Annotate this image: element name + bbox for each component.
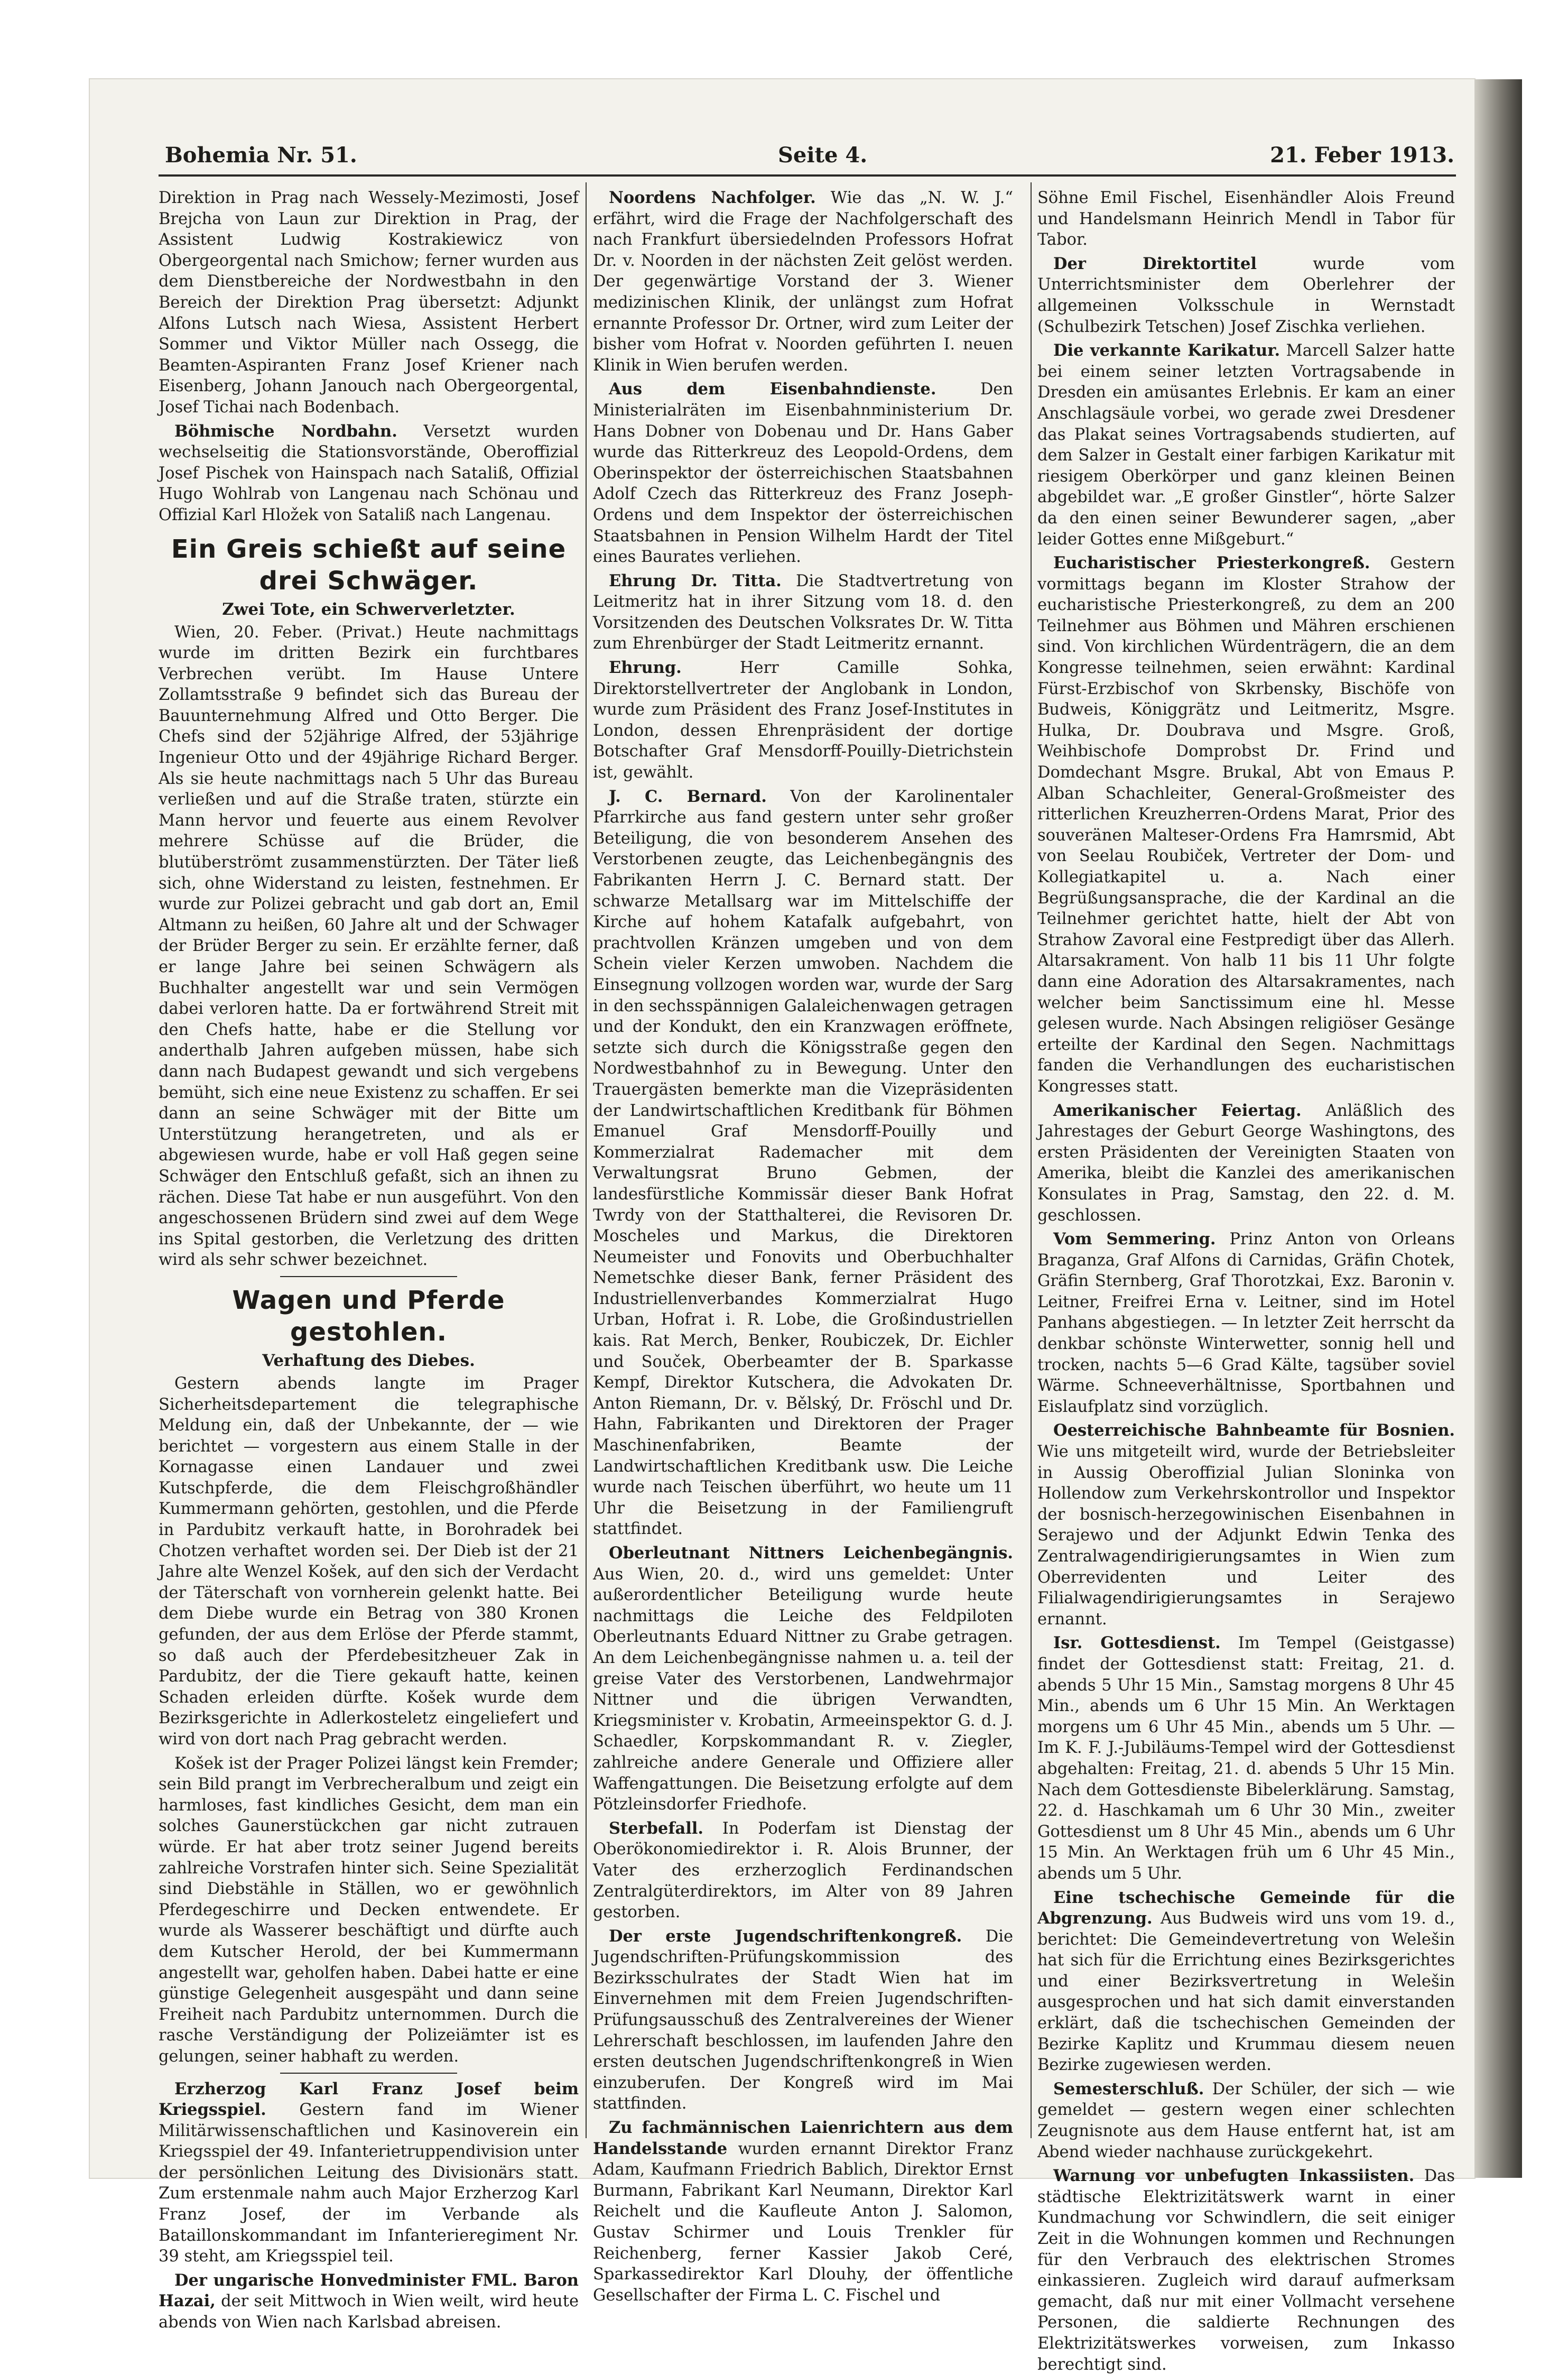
article: [1037, 553, 1455, 1097]
article: [159, 2079, 579, 2267]
article-text: wurden ernannt Direktor Franz Adam, Kaufmann Friedrich Bablich, Direktor Ernst Burmann, Fabrikant Karl Neumann, Direktor Karl Reichelt und die Kaufleute Anton J. Salomon, Gustav Schirmer und Louis Trenkler für Reichenberg, ferner Kassier Jakob Ceré, Sparkassedirektor Karl Dlouhy, der öffentliche Gesellschafter der Firma L. C. Fischel und: [593, 2139, 1013, 2305]
article-text: Gestern abends langte im Prager Sicherheitsdepartement die telegraphische Meldung ein, daß der Unbekannte, der — wie berichtet — vorgestern aus einem Stalle in der Kornagasse einen Landauer und zwei Kutschpferde, die dem Fleischgroßhändler Kummermann gehörten, gestohlen, und die Pferde in Pardubitz verkauft hatte, in Borohradek bei Chotzen verhaftet worden sei. Der Dieb ist der 21 Jahre alte Wenzel Košek, auf den sich der Verdacht der Täterschaft von vornherein gelenkt hatte. Bei dem Diebe wurde ein Betrag von 380 Kronen gefunden, der aus dem Erlöse der Pferde stammt, so daß auch der Pferdebesitzheuer Zak in Pardubitz, der die Tiere gekauft hatte, keinen Schaden erleiden dürfte. Košek wurde dem Bezirksgerichte in Adlerkosteletz eingeliefert und wird von dort nach Prag gebracht werden.: [159, 1374, 579, 1749]
article: [593, 188, 1013, 376]
article-text: wurde vom Unterrichtsminister dem Oberlehrer der allgemeinen Volksschule in Wernstadt (Schulbezirk Tetschen) Josef Zischka verliehen.: [1037, 254, 1455, 336]
article: [1037, 1888, 1455, 2076]
article-text: Der Schüler, der sich — wie gemeldet — gestern wegen einer schlechten Zeugnisnote aus dem Hause entfernt hat, ist am Abend wieder nachhause zurückgekehrt.: [1037, 2080, 1455, 2161]
article-heading: Oesterreichische Bahnbeamte für Bosnien.: [1053, 1421, 1455, 1440]
column-3: [1037, 188, 1455, 2374]
article-text: Marcell Salzer hatte bei einem seiner letzten Vortragsabende in Dresden ein amüsantes Erlebnis. Er kam an einer Anschlagsäule vorbei, wo gerade zwei Dresdener das Plakat seines Vortragsabends studierten, auf dem Salzer in Gestalt einer farbigen Karikatur mit riesigem Oberkörper und ganz kleinen Beinen abgebildet war. „E großer Ginstler“, hörte Salzer da den einen seiner Bewunderer sagen, „aber leider Gottes enne Mißgeburt.“: [1037, 341, 1455, 549]
article-text: Prinz Anton von Orleans Braganza, Graf Alfons di Carnidas, Gräfin Chotek, Gräfin Sternberg, Graf Thorotzkai, Exz. Baronin v. Leitner, Freifrei Erna v. Leitner, sind im Hotel Panhans abgestiegen. — In letzter Zeit herrscht da denkbar schönste Winterwetter, sonnig hell und trocken, nachts 5—6 Grad Kälte, tagsüber soviel Wärme. Schneeverhältnisse, Sportbahnen und Eislaufplatz sind vorzüglich.: [1037, 1230, 1455, 1416]
article-heading: Eucharistischer Priesterkongreß.: [1053, 553, 1370, 573]
article: [1037, 254, 1455, 337]
article-heading: Sterbefall.: [609, 1818, 703, 1838]
article-text: Gestern fand im Wiener Militärwissenschaftlichen und Kasinoverein ein Kriegsspiel der 49. Infanterietruppendivision unter der persönlichen Leitung des Divisionärs statt. Zum erstenmale nahm auch Major Erzherzog Karl Franz Josef, der im Verbande als Bataillonskommandant im Infanterieregiment Nr. 39 steht, am Kriegsspiel teil.: [159, 2101, 579, 2266]
article-text: Direktion in Prag nach Wessely-Mezimosti, Josef Brejcha von Laun zur Direktion in Prag, der Assistent Ludwig Kostrakiewicz von Obergeorgental nach Smichow; ferner wurden aus dem Dienstbereiche der Nordwestbahn in den Bereich der Direktion Prag übersetzt: Adjunkt Alfons Lutsch nach Wiesa, Assistent Herbert Sommer und Viktor Müller nach Ossegg, die Beamten-Aspiranten Franz Josef Kriener nach Eisenberg, Johann Janouch nach Obergeorgental, Josef Tichai nach Bodenbach.: [159, 189, 579, 417]
subheadline: Zwei Tote, ein Schwerverletzter.: [222, 599, 515, 619]
article-text: Versetzt wurden wechselseitig die Stationsvorstände, Oberoffizial Josef Pischek von Hainspach nach Sataliß, Offizial Hugo Wohlrab von Langenau nach Schönau und Offizial Karl Hložek von Sataliß nach Langenau.: [159, 422, 579, 524]
article-heading: Aus dem Eisenbahndienste.: [609, 380, 936, 399]
article: [1037, 2166, 1455, 2375]
article-text: Die Jugendschriften-Prüfungskommission des Bezirksschulrates der Stadt Wien hat im Einvernehmen mit dem Freien Jugendschriften-Prüfungsausschuß des Zentralvereines der Wiener Lehrerschaft beschlossen, im laufenden Jahre den ersten deutschen Jugendschriftenkongreß in Wien einzuberufen. Der Kongreß wird im Mai stattfinden.: [593, 1927, 1013, 2113]
article-text: Wie das „N. W. J.“ erfährt, wird die Frage der Nachfolgerschaft des nach Frankfurt übersiedelnden Professors Hofrat Dr. v. Noorden in der nächsten Zeit gelöst werden. Der gegenwärtige Vorstand der 3. Wiener medizinischen Klinik, der unlängst zum Hofrat ernannte Professor Dr. Ortner, wird zum Leiter der bisher vom Hofrat v. Noorden geführten I. neuen Klinik in Wien berufen werden.: [593, 189, 1013, 375]
header-page-number: Seite 4.: [778, 143, 868, 168]
article: [1037, 1633, 1455, 1884]
article: [593, 2118, 1013, 2306]
article-heading: Vom Semmering.: [1053, 1230, 1216, 1249]
headline: Ein Greis schießt auf seine drei Schwäger.: [171, 534, 567, 596]
article-heading: Eine tschechische Gemeinde für die Abgrenzung.: [1037, 1888, 1455, 1928]
article-text: Anläßlich des Jahrestages der Geburt George Washingtons, des ersten Präsidenten der Vereinigten Staaten von Amerika, bleibt die Kanzlei des amerikanischen Konsulates in Prag, Samstag, den 22. d. M. geschlossen.: [1037, 1101, 1455, 1225]
article-text: Aus Wien, 20. d., wird uns gemeldet: Unter außerordentlicher Beteiligung wurde heute nachmittags die Leiche des Feldpiloten Oberleutnants Eduard Nittner zu Grabe getragen. An dem Leichenbegängnisse nahmen u. a. teil der greise Vater des Verstorbenen, Landwehrmajor Nittner und die übrigen Verwandten, Kriegsminister v. Krobatin, Armeeinspektor G. d. J. Schaedler, Korpskommandant R. v. Ziegler, zahlreiche andere Generale und Offiziere aller Waffengattungen. Die Beisetzung erfolgte auf dem Pötzleinsdorfer Friedhofe.: [593, 1565, 1013, 1814]
subheadline: Verhaftung des Diebes.: [262, 1351, 475, 1370]
article-text: In Poderfam ist Dienstag der Oberökonomiedirektor i. R. Alois Brunner, der Vater des erzherzoglich Ferdinandschen Zentralgüterdirektors, im Alter von 89 Jahren gestorben.: [593, 1819, 1013, 1922]
header-rule: [159, 174, 1456, 177]
article: [593, 658, 1013, 783]
article-heading: Der Direktortitel: [1053, 254, 1257, 273]
article-heading: Amerikanischer Feiertag.: [1053, 1101, 1302, 1120]
article: [593, 379, 1013, 567]
article: [593, 1543, 1013, 1815]
article-heading: Ehrung Dr. Titta.: [609, 571, 782, 590]
article-text: Košek ist der Prager Polizei längst kein Fremder; sein Bild prangt im Verbrecheralbum und zeigt ein harmloses, fast kindliches Gesicht, dem man ein solches Gaunerstückchen gar nicht zutrauen würde. Er hat aber trotz seiner Jugend bereits zahlreiche Vorstrafen hinter sich. Seine Spezialität sind Diebstähle in Ställen, wo er gewöhnlich Pferdegeschirre und Decken entwendete. Er wurde als Wasserer beschäftigt und dürfte auch dem Kutscher Herold, der bei Kummermann angestellt war, geholfen haben. Dabei hatte er eine günstige Gelegenheit ausgespäht und dann seine Freiheit nach Pardubitz unternommen. Durch die rasche Verständigung der Polizeiämter ist es gelungen, seiner habhaft zu werden.: [159, 1754, 579, 2066]
header-date: 21. Feber 1913.: [1270, 143, 1454, 168]
article: [159, 421, 579, 526]
article-heading: Zu fachmännischen Laienrichtern aus dem Handelsstande: [593, 2118, 1013, 2158]
article-text: Wie uns mitgeteilt wird, wurde der Betriebsleiter in Aussig Oberoffizial Julian Sloninka von Hollendow zum Verkehrskontrollor und Inspektor der bosnisch-herzegowinischen Eisenbahnen in Serajewo und der Adjunkt Edwin Tenka des Zentralwagendirigierungsamtes in Wien zum Oberrevidenten und Leiter des Filialwagendirigierungsamtes in Serajewo ernannt.: [1037, 1443, 1455, 1629]
article: [1037, 1229, 1455, 1417]
article-heading: Der ungarische Honvedminister FML. Baron Hazai,: [159, 2270, 579, 2311]
article: [593, 1926, 1013, 2114]
article-text: Von der Karolinentaler Pfarrkirche aus fand gestern unter sehr großer Beteiligung, die von besonderem Ansehen des Verstorbenen zeugte, das Leichenbegängnis des Fabrikanten Herrn J. C. Bernard statt. Der schwarze Metallsarg war im Mittelschiffe der Kirche auf hohem Katafalk aufgebahrt, von prachtvollen Kränzen umgeben und von dem Schein vieler Kerzen umwoben. Nachdem die Einsegnung vollzogen worden war, wurde der Sarg in den sechsspännigen Galaleichenwagen getragen und der Kondukt, den ein Kranzwagen eröffnete, setzte sich durch die Königsstraße gegen den Nordwestbahnhof zu in Bewegung. Unter den Trauergästen bemerkte man die Vizepräsidenten der Landwirtschaftlichen Kreditbank für Böhmen Emanuel Graf Mensdorff-Pouilly und Kommerzialrat Rademacher mit dem Verwaltungsrat Bruno Gebmen, der landesfürstliche Kommissär dieser Bank Hofrat Twrdy von der Statthalterei, die Revisoren Dr. Moscheles und Markus, die Direktoren Neumeister und Fonovits und Oberbuchhalter Nemetschke dieser Bank, ferner Präsident des Industriellenverbandes Kommerzialrat Hugo Urban, Hofrat i. R. Lobe, die Großindustriellen kais. Rat Merch, Benker, Roubiczek, Dr. Eichler und Souček, Oberbeamter der B. Sparkasse Kempf, Direktor Kutschera, die Advokaten Dr. Anton Riemann, Dr. v. Bělský, Dr. Fröschl und Dr. Hahn, Fabrikanten und Direktoren der Prager Maschinenfabriken, Beamte der Landwirtschaftlichen Kreditbank usw. Die Leiche wurde nach Teischen überführt, wo heute um 11 Uhr die Beisetzung in der Familiengruft stattfindet.: [593, 787, 1014, 1539]
article-text: Söhne Emil Fischel, Eisenhändler Alois Freund und Handelsmann Heinrich Mendl in Tabor für Tabor.: [1037, 189, 1455, 249]
binding-edge: [1474, 79, 1522, 2178]
article-heading: Ehrung.: [609, 658, 682, 678]
article-text: Die Stadtvertretung von Leitmeritz hat in ihrer Sitzung vom 18. d. den Vorsitzenden des Deutschen Volksrates Dr. W. Titta zum Ehrenbürger der Stadt Leitmeritz ernannt.: [593, 571, 1013, 653]
article: [593, 571, 1013, 654]
article-heading: Die verkannte Karikatur.: [1053, 341, 1281, 361]
article-text: Den Ministerialräten im Eisenbahnministerium Dr. Hans Dobner von Dobenau und Dr. Hans Gaber wurde das Ritterkreuz des Leopold-Ordens, dem Oberinspektor der österreichischen Staatsbahnen Adolf Czech das Ritterkreuz des Franz Joseph-Ordens und dem Inspektor der österreichischen Staatsbahnen in Pension Wilhelm Hardt der Titel eines Baurates verliehen.: [593, 380, 1013, 567]
article-text: Das städtische Elektrizitätswerk warnt in einer Kundmachung vor Schwindlern, die seit einiger Zeit in die Wohnungen kommen und Rechnungen für den Verbrauch des elektrischen Stromes einkassieren. Zugleich wird darauf aufmerksam gemacht, daß nur mit einer Vollmacht versehene Personen, die saldierte Rechnungen des Elektrizitätswerkes vorweisen, zum Inkasso berechtigt sind.: [1037, 2167, 1455, 2374]
article: [1037, 2079, 1455, 2163]
article-heading: Der erste Jugendschriftenkongreß.: [609, 1926, 962, 1946]
article-heading: Noordens Nachfolger.: [609, 188, 816, 207]
article: [1037, 340, 1455, 550]
column-1: [159, 188, 579, 2332]
article-text: Herr Camille Sohka, Direktorstellvertreter der Anglobank in London, wurde zum Präsident des Franz Josef-Institutes in London, dessen Ehrenpräsident der dortige Botschafter Graf Mensdorff-Pouilly-Dietrichstein ist, gewählt.: [593, 659, 1013, 782]
article: [593, 787, 1013, 1540]
article-heading: J. C. Bernard.: [609, 787, 767, 806]
article-heading: Erzherzog Karl Franz Josef beim Kriegsspiel.: [159, 2079, 579, 2120]
article-text: Wien, 20. Feber. (Privat.) Heute nachmittags wurde im dritten Bezirk ein furchtbares Verbrechen verübt. Im Hause Untere Zollamtsstraße 9 befindet sich das Bureau der Bauunternehmung Alfred und Otto Berger. Die Chefs sind der 52jährige Alfred, der 53jährige Ingenieur Otto und der 49jährige Richard Berger. Als sie heute nachmittags nach 5 Uhr das Bureau verließen und auf die Straße traten, stürzte ein Mann hervor und feuerte aus einem Revolver mehrere Schüsse auf die Brüder, die blutüberströmt zusammenstürzten. Der Täter ließ sich, ohne Widerstand zu leisten, festnehmen. Er wurde zur Polizei gebracht und gab dort an, Emil Altmann zu heißen, 60 Jahre alt und der Schwager der Brüder Berger zu sein. Er erzählte ferner, daß er lange Jahre bei seinen Schwägern als Buchhalter angestellt war und sein Vermögen dabei verloren hatte. Da er fortwährend Streit mit den Chefs hatte, habe er die Stellung vor anderthalb Jahren aufgeben müssen, habe sich dann nach Budapest gewandt und sich vergebens bemüht, sich eine neue Existenz zu schaffen. Er sei dann an seine Schwäger mit der Bitte um Unterstützung herangetreten, und als er abgewiesen wurde, habe er voll Haß gegen seine Schwäger den Entschluß gefaßt, sich an ihnen zu rächen. Diese Tat habe er nun ausgeführt. Von den angeschossenen Brüdern sind zwei auf dem Wege ins Spital gestorben, die Verletzung des dritten wird als sehr schwer bezeichnet.: [159, 623, 579, 1270]
separator: [280, 2073, 457, 2074]
article-heading: Oberleutnant Nittners Leichenbegängnis.: [609, 1544, 1013, 1563]
separator: [280, 1276, 457, 1277]
header-issue: Bohemia Nr. 51.: [165, 143, 357, 168]
column-rule: [586, 182, 587, 2138]
article-text: der seit Mittwoch in Wien weilt, wird heute abends von Wien nach Karlsbad abreisen.: [159, 2292, 579, 2332]
article-heading: Böhmische Nordbahn.: [174, 421, 397, 441]
article-text: Im Tempel (Geistgasse) findet der Gottesdienst statt: Freitag, 21. d. abends 5 Uhr 15 Min., Samstag morgens 8 Uhr 45 Min., abends um 6 Uhr 15 Min. An Werktagen morgens um 6 Uhr 45 Min., abends um 5 Uhr. — Im K. F. J.-Jubiläums-Tempel wird der Gottesdienst abgehalten: Freitag, 21. d. abends 5 Uhr 15 Min. Nach dem Gottesdienste Bibelerklärung. Samstag, 22. d. Haschkamah um 6 Uhr 30 Min., zweiter Gottesdienst um 8 Uhr 45 Min., abends um 6 Uhr 15 Min. An Werktagen früh um 6 Uhr 45 Min., abends um 5 Uhr.: [1037, 1634, 1455, 1883]
column-2: [593, 188, 1014, 2305]
column-rule: [1031, 182, 1032, 2138]
article-heading: Isr. Gottesdienst.: [1053, 1633, 1221, 1653]
headline: Wagen und Pferde gestohlen.: [232, 1285, 505, 1347]
article-heading: Semesterschluß.: [1053, 2079, 1204, 2099]
article-heading: Warnung vor unbefugten Inkassiisten.: [1053, 2166, 1415, 2186]
article: [593, 1818, 1013, 1923]
article: [1037, 1420, 1455, 1630]
article: [159, 2270, 579, 2333]
article-text: Aus Budweis wird uns vom 19. d., berichtet: Die Gemeindevertretung von Welešin hat sich für die Errichtung eines Bezirksgerichtes und einer Bezirksvertretung in Welešin ausgesprochen und hat sich damit einverstanden erklärt, daß die tschechischen Gemeinden der Bezirke Kaplitz und Krummau diesem neuen Bezirke zugewiesen werden.: [1037, 1909, 1455, 2075]
article: [1037, 1101, 1455, 1226]
article-text: Gestern vormittags begann im Kloster Strahow der eucharistische Priesterkongreß, zu dem an 200 Teilnehmer aus Böhmen und Mähren erschienen sind. Von kirchlichen Würdenträgern, die an dem Kongresse teilnehmen, seien erwähnt: Kardinal Fürst-Erzbischof von Skrbensky, Bischöfe von Budweis, Königgrätz und Leitmeritz, Msgre. Hulka, Dr. Doubrava und Msgre. Groß, Weihbischofe Domprobst Dr. Frind und Domdechant Msgre. Brukal, Abt von Emaus P. Alban Schachleiter, General-Großmeister des ritterlichen Kreuzherren-Ordens Marat, Prior des souveränen Malteser-Ordens Fra Hamrsmid, Abt von Seelau Roubiček, Vertreter der Dom- und Kollegiatkapitel u. a. Nach einer Begrüßungsansprache, die der Kardinal an die Teilnehmer gerichtet hatte, hielt der Abt von Strahow Zavoral eine Festpredigt über das Allerh. Altarsakrament. Von halb 11 bis 11 Uhr folgte dann eine Adoration des Altarsakramentes, nach welcher beim Sanctissimum eine hl. Messe gelesen wurde. Nach Absingen religiöser Gesänge erteilte der Kardinal den Segen. Nachmittags fanden die Verhandlungen des eucharistischen Kongresses statt.: [1037, 554, 1455, 1096]
